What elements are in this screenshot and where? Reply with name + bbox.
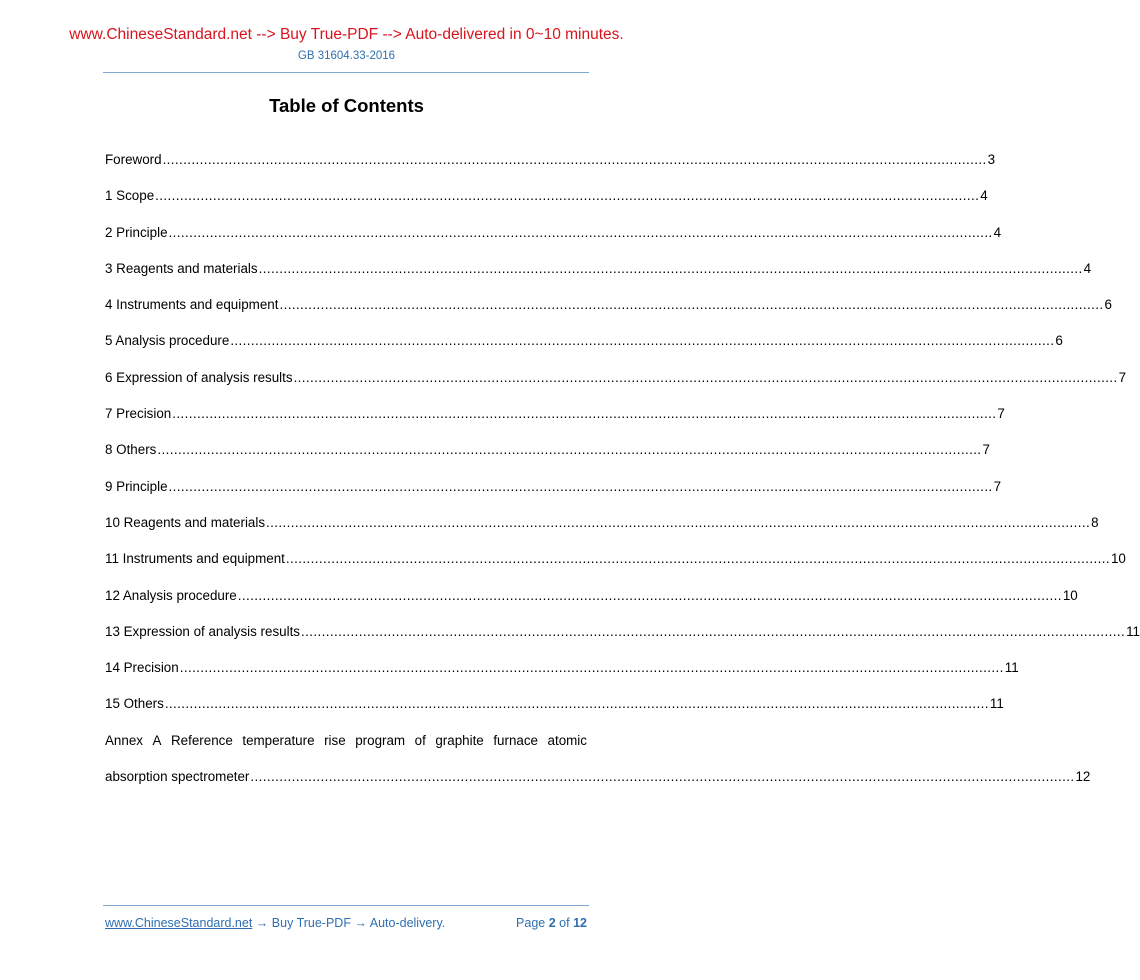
toc-entry-label: 6 Expression of analysis results: [105, 369, 293, 385]
toc-entry-page: 11: [1004, 660, 1019, 676]
toc-entry[interactable]: [105, 333, 1063, 369]
toc-entry-page: 12: [1075, 769, 1091, 785]
toc-entry-label: 13 Expression of analysis results: [105, 623, 301, 639]
toc-entry-label: 15 Others: [105, 696, 164, 712]
toc-entry-label: 7 Precision: [105, 406, 172, 422]
toc-entry-label: 4 Instruments and equipment: [105, 297, 279, 313]
toc-leader-dots: ........................................................................................................................................................................................................: [168, 478, 993, 494]
toc-entry-page: 4: [1083, 260, 1092, 276]
annex-word: A: [152, 732, 162, 748]
toc-entry[interactable]: [105, 478, 1002, 515]
arrow-right-icon: →: [354, 916, 367, 930]
toc-entry-label: 3 Reagents and materials: [105, 260, 258, 276]
toc-leader-dots: ........................................................................................................................................................................................................: [168, 224, 993, 240]
toc-entry[interactable]: [105, 260, 1092, 297]
toc-entry[interactable]: [105, 551, 1126, 587]
toc-entry-page: 8: [1091, 514, 1099, 530]
toc-entry[interactable]: [105, 406, 1005, 442]
toc-entry-page: 6: [1055, 333, 1063, 349]
page-title: Table of Contents: [269, 95, 424, 116]
toc-leader-dots: ........................................................................................................................................................................................................: [179, 660, 1004, 676]
toc-entry[interactable]: [105, 224, 1002, 261]
toc-leader-dots: ........................................................................................................................................................................................................: [230, 333, 1055, 349]
annex-word: furnace: [493, 732, 538, 748]
toc-entry-label: 2 Principle: [105, 224, 168, 240]
arrow-right-icon: →: [255, 916, 269, 930]
toc-list: [105, 152, 1140, 805]
toc-entry-page: 7: [1118, 369, 1127, 385]
footer-delivery-text: Auto-delivery.: [369, 916, 446, 930]
toc-leader-dots: ........................................................................................................................................................................................................: [285, 551, 1110, 567]
top-banner[interactable]: www.ChineseStandard.net --> Buy True-PDF --> Auto-delivered in 0~10 minutes.: [69, 26, 624, 43]
toc-leader-dots: ........................................................................................................................................................................................................: [162, 152, 987, 167]
toc-entry-label: 9 Principle: [105, 478, 168, 494]
toc-entry-label: absorption spectrometer: [105, 769, 250, 785]
toc-entry[interactable]: [105, 587, 1078, 624]
toc-leader-dots: ........................................................................................................................................................................................................: [258, 260, 1083, 276]
toc-entry[interactable]: [105, 442, 990, 478]
toc-entry-page: 11: [989, 696, 1004, 712]
footer-divider: [103, 905, 589, 906]
toc-entry[interactable]: [105, 369, 1127, 406]
toc-entry-page: 7: [997, 406, 1005, 422]
toc-entry-label: 1 Scope: [105, 188, 155, 204]
annex-word: of: [414, 732, 426, 748]
toc-leader-dots: ........................................................................................................................................................................................................: [155, 188, 980, 204]
page-current: 2: [548, 916, 556, 930]
toc-annex-line1[interactable]: [105, 733, 587, 769]
toc-entry-label: 11 Instruments and equipment: [105, 551, 285, 567]
toc-entry-page: 4: [993, 224, 1002, 240]
toc-entry-label: 10 Reagents and materials: [105, 514, 266, 530]
toc-entry-label: Foreword: [105, 152, 162, 167]
toc-leader-dots: ........................................................................................................................................................................................................: [301, 623, 1126, 639]
toc-entry[interactable]: [105, 696, 1004, 732]
toc-leader-dots: ........................................................................................................................................................................................................: [266, 514, 1091, 530]
toc-entry-page: 6: [1104, 297, 1112, 313]
annex-word: rise: [324, 732, 346, 748]
annex-word: Reference: [171, 732, 233, 748]
toc-entry-page: 4: [980, 188, 988, 204]
annex-word: program: [355, 732, 406, 748]
footer-page-number: [516, 916, 587, 930]
toc-leader-dots: ........................................................................................................................................................................................................: [250, 769, 1075, 785]
footer-buy-text: Buy True-PDF: [271, 916, 351, 930]
toc-entry[interactable]: [105, 623, 1140, 660]
toc-leader-dots: ........................................................................................................................................................................................................: [293, 369, 1118, 385]
toc-leader-dots: ........................................................................................................................................................................................................: [237, 587, 1062, 603]
annex-word: Annex: [105, 732, 143, 748]
footer-left: [105, 916, 445, 930]
of-word: of: [559, 916, 570, 930]
annex-word: atomic: [547, 732, 587, 748]
toc-entry-label: 8 Others: [105, 442, 157, 458]
header-divider: [103, 72, 589, 73]
toc-annex-line2[interactable]: [105, 769, 1091, 805]
toc-entry-page: 10: [1110, 551, 1126, 567]
toc-entry[interactable]: [105, 188, 988, 224]
toc-entry[interactable]: [105, 514, 1099, 551]
toc-leader-dots: ........................................................................................................................................................................................................: [172, 406, 997, 422]
footer-site-link[interactable]: www.ChineseStandard.net: [105, 916, 253, 930]
standard-number: GB 31604.33-2016: [297, 50, 396, 62]
annex-word: temperature: [242, 732, 315, 748]
toc-entry[interactable]: [105, 660, 1019, 696]
annex-word: graphite: [435, 732, 484, 748]
toc-entry-label: 14 Precision: [105, 660, 179, 676]
toc-entry-label: 5 Analysis procedure: [105, 333, 230, 349]
toc-entry-page: 7: [982, 442, 990, 458]
toc-leader-dots: ........................................................................................................................................................................................................: [157, 442, 982, 458]
toc-entry-page: 11: [1126, 623, 1140, 639]
page-word: Page: [516, 916, 546, 930]
toc-entry-page: 10: [1062, 587, 1078, 603]
toc-entry-label: 12 Analysis procedure: [105, 587, 237, 603]
footer: [105, 916, 587, 930]
toc-entry-page: 7: [993, 478, 1002, 494]
toc-entry[interactable]: [105, 297, 1112, 333]
toc-entry-page: 3: [987, 152, 996, 167]
toc-leader-dots: ........................................................................................................................................................................................................: [279, 297, 1104, 313]
page-total: 12: [573, 916, 587, 930]
toc-leader-dots: ........................................................................................................................................................................................................: [164, 696, 989, 712]
toc-entry[interactable]: [105, 152, 996, 188]
